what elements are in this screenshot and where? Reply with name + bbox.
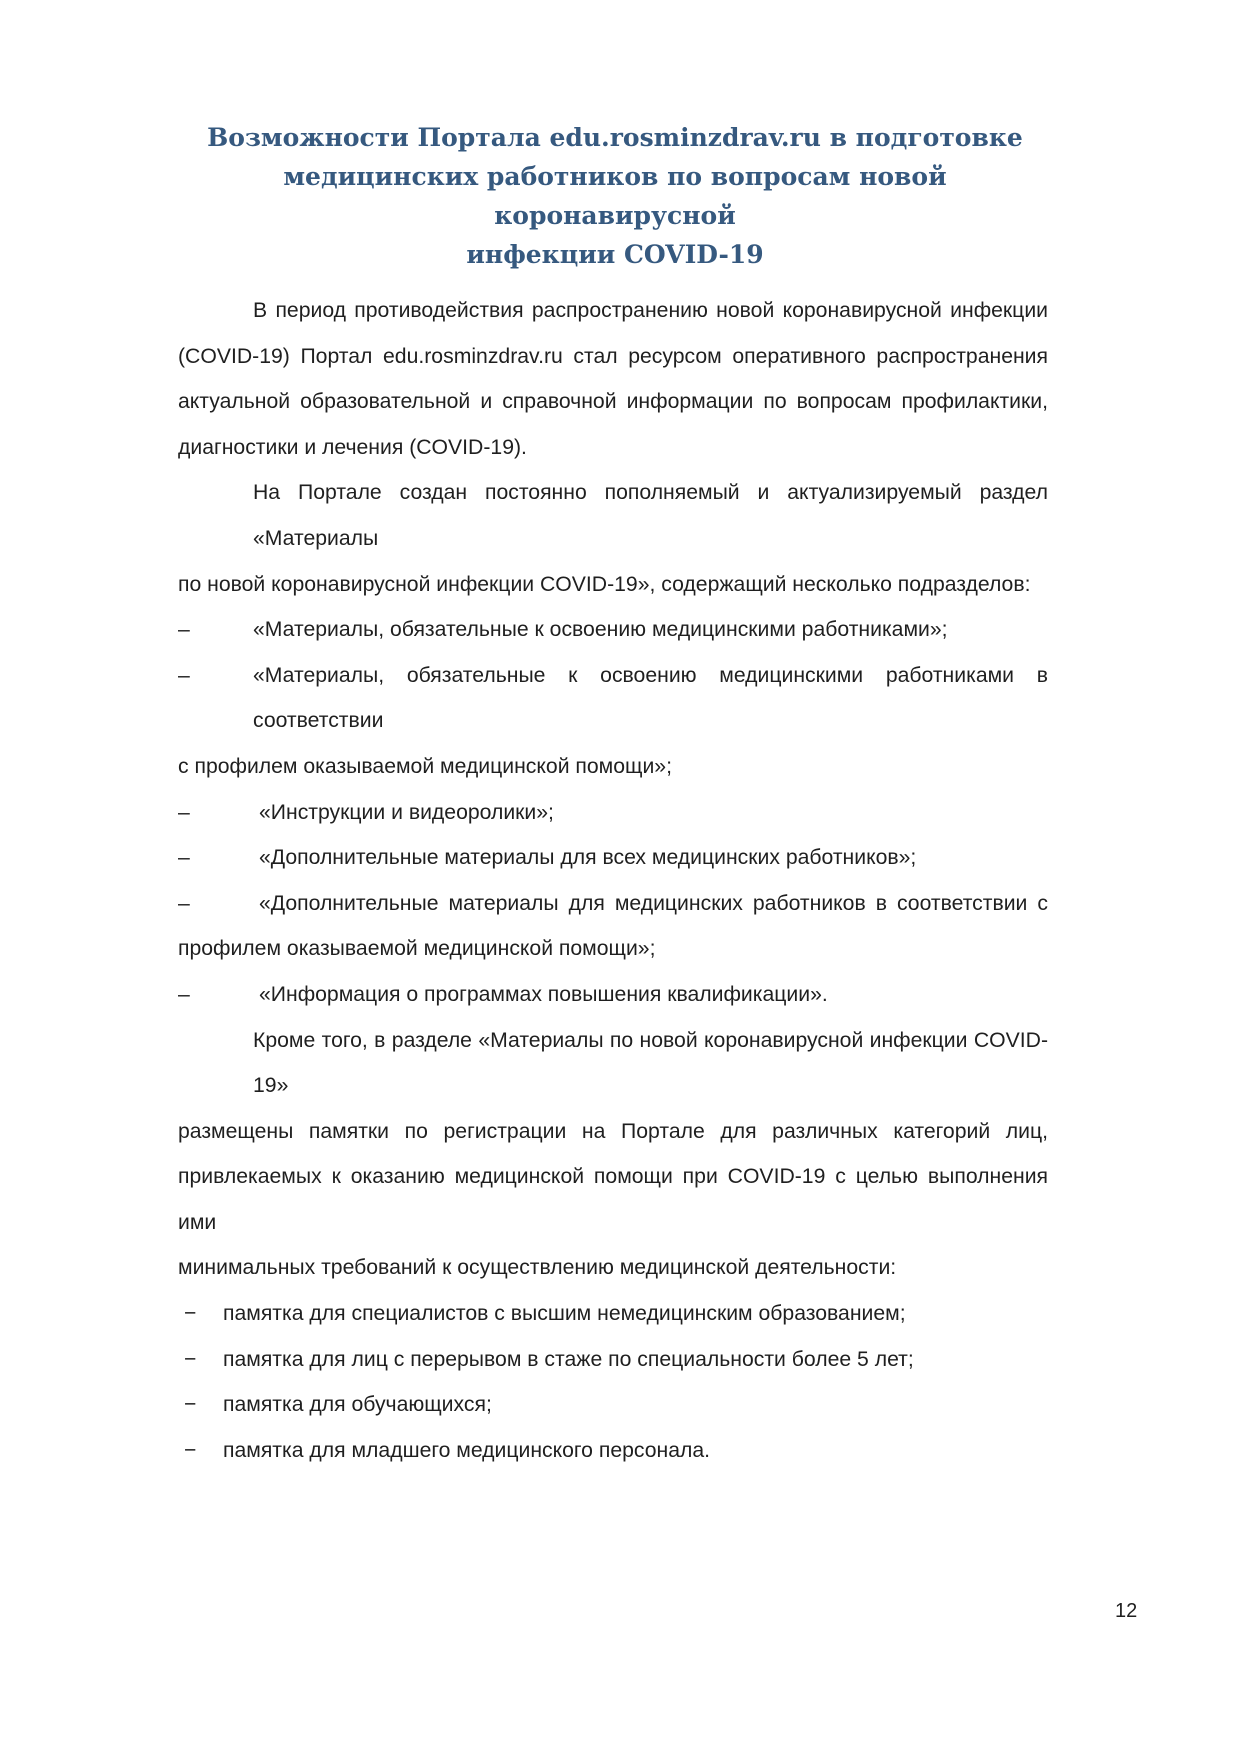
paragraph-line: В период противодействия распространению новой коронавирусной инфекции (253, 299, 1048, 322)
paragraph-line: Кроме того, в разделе «Материалы по новой коронавирусной инфекции COVID-19» (253, 1028, 1048, 1098)
list-item-text: «Материалы, обязательные к освоению медицинскими работниками в соответствии (253, 663, 1048, 733)
list-item-text: памятка для младшего медицинского персонала. (223, 1438, 711, 1462)
title-line-2: медицинских работников по вопросам новой коронавирусной (283, 162, 947, 230)
list-item-text: памятка для лиц с перерывом в стаже по специальности более 5 лет; (223, 1347, 914, 1371)
list-item-text: «Материалы, обязательные к освоению медицинскими работниками»; (253, 618, 948, 642)
list-item (178, 1428, 1048, 1474)
list-dash: – (178, 618, 190, 642)
list-dash: − (184, 1438, 197, 1462)
title-line-3: инфекции COVID-19 (466, 240, 764, 269)
paragraph-line: (COVID-19) Портал edu.rosminzdrav.ru стал ресурсом оперативного распространения (178, 344, 1048, 368)
paragraph-line: актуальной образовательной и справочной информации по вопросам профилактики, (178, 390, 1048, 414)
list-item-text: с профилем оказываемой медицинской помощи»; (178, 754, 672, 778)
document-body (178, 288, 1048, 1473)
list-dash: – (178, 663, 190, 687)
paragraph-line: На Портале создан постоянно пополняемый и актуализируемый раздел «Материалы (253, 481, 1048, 550)
list-dash: – (178, 800, 190, 824)
paragraph-3 (178, 1018, 1048, 1292)
title-line-1: Возможности Портала edu.rosminzdrav.ru в подготовке (207, 123, 1023, 152)
paragraph-2 (178, 470, 1048, 607)
list-dash: – (178, 891, 190, 915)
document-title (180, 118, 1050, 274)
list-item (178, 790, 1048, 836)
list-item (178, 1291, 1048, 1337)
paragraph-1 (178, 288, 1048, 470)
list-item (178, 835, 1048, 881)
list-item-text: «Дополнительные материалы для всех медицинских работников»; (259, 846, 917, 870)
list-item-text: «Информация о программах повышения квалификации». (259, 982, 828, 1006)
list-item-text: памятка для обучающихся; (223, 1393, 492, 1417)
paragraph-line: минимальных требований к осуществлению медицинской деятельности: (178, 1256, 897, 1280)
paragraph-line: диагностики и лечения (COVID-19). (178, 435, 527, 459)
list-item (178, 972, 1048, 1018)
list-dash: – (178, 846, 190, 870)
paragraph-line: по новой коронавирусной инфекции COVID-19», содержащий несколько подразделов: (178, 572, 1031, 596)
paragraph-line: привлекаемых к оказанию медицинской помощи при COVID-19 с целью выполнения ими (178, 1165, 1048, 1234)
list-dash: – (178, 982, 190, 1006)
list-item (178, 1382, 1048, 1428)
list-item-text: памятка для специалистов с высшим немедицинским образованием; (223, 1302, 906, 1326)
page-number: 12 (1115, 1600, 1138, 1622)
list-item (178, 607, 1048, 653)
list-dash: − (184, 1393, 197, 1417)
list-item-text: «Инструкции и видеоролики»; (259, 800, 554, 824)
list-item (178, 1337, 1048, 1383)
list-item (178, 653, 1048, 790)
list-dash: − (184, 1302, 197, 1326)
list-item-text: профилем оказываемой медицинской помощи»; (178, 937, 656, 961)
list-dash: − (184, 1347, 197, 1371)
list-item (178, 881, 1048, 972)
paragraph-line: размещены памятки по регистрации на Портале для различных категорий лиц, (178, 1119, 1048, 1143)
list-item-text: «Дополнительные материалы для медицинских работников в соответствии с (259, 891, 1048, 915)
